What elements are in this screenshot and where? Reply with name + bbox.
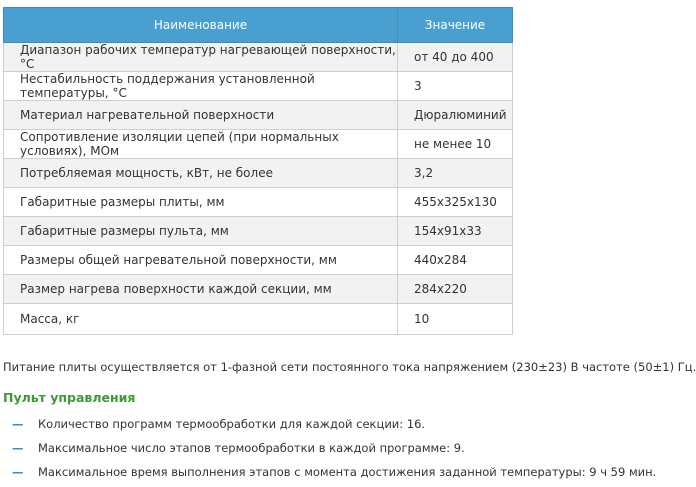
row-name: Потребляемая мощность, кВт, не более [4,159,398,188]
table-header-row [4,8,513,43]
row-name: Габаритные размеры плиты, мм [4,188,398,217]
row-name: Сопротивление изоляции цепей (при нормальных условиях), МОм [4,130,398,159]
column-header-name: Наименование [4,8,398,43]
table-row [4,130,513,159]
row-value: 284х220 [398,275,513,304]
table-row [4,275,513,304]
list-item-text: Количество программ термообработки для каждой секции: 16. [38,417,426,431]
table-row [4,217,513,246]
table-row [4,246,513,275]
row-name: Масса, кг [4,304,398,335]
row-name: Размер нагрева поверхности каждой секции, мм [4,275,398,304]
row-value: 10 [398,304,513,335]
row-name: Материал нагревательной поверхности [4,101,398,130]
table-row [4,188,513,217]
dash-bullet-icon: — [12,417,24,431]
control-panel-heading: Пульт управления [3,390,136,405]
row-name: Размеры общей нагревательной поверхности, мм [4,246,398,275]
row-value: 3 [398,72,513,101]
table-row [4,159,513,188]
table-row [4,72,513,101]
dash-bullet-icon: — [12,441,24,455]
row-value: не менее 10 [398,130,513,159]
dash-bullet-icon: — [12,465,24,479]
table-row [4,101,513,130]
row-value: 440х284 [398,246,513,275]
table-row [4,43,513,72]
row-value: 3,2 [398,159,513,188]
list-item-text: Максимальное число этапов термообработки в каждой программе: 9. [38,441,465,455]
row-value: Дюралюминий [398,101,513,130]
table-row [4,304,513,335]
row-name: Диапазон рабочих температур нагревающей поверхности, °C [4,43,398,72]
row-name: Габаритные размеры пульта, мм [4,217,398,246]
row-value: от 40 до 400 [398,43,513,72]
column-header-value: Значение [398,8,513,43]
list-item-text: Максимальное время выполнения этапов с момента достижения заданной температуры: 9 ч 59 мин. [38,465,657,479]
row-value: 154х91х33 [398,217,513,246]
row-name: Нестабильность поддержания установленной температуры, °C [4,72,398,101]
row-value: 455х325х130 [398,188,513,217]
specs-table [3,7,513,335]
power-supply-note: Питание плиты осуществляется от 1-фазной сети постоянного тока напряжением (230±23) В частоте (50±1) Гц. [3,360,696,374]
